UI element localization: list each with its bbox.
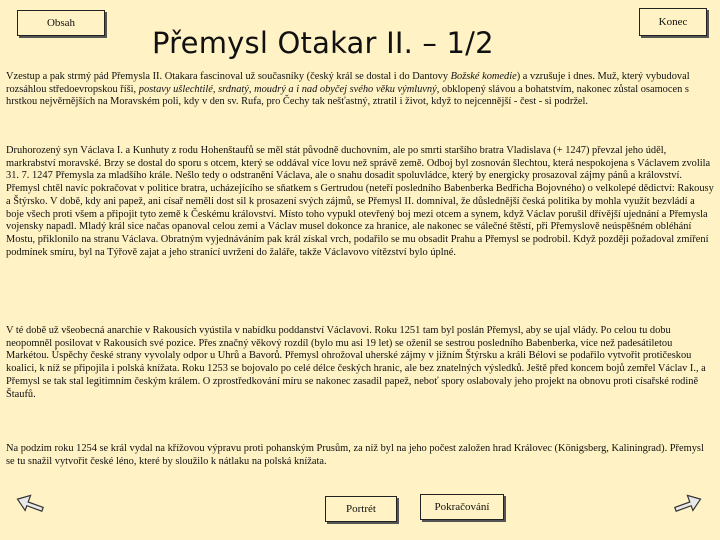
paragraph-1-text-c: obklopený slávou a bohatstvím, nakonec zůstal osamocen s hrstkou nejvěrnějších na Moravském poli, kdy v den sv. Rufa, pro Čechy tak nešťastný, ztratil i život, když to nejcennější - čest - si podržel. (6, 83, 689, 108)
back-arrow-icon[interactable] (14, 486, 48, 520)
paragraph-1-italic-2: postavy ušlechtilé, srdnatý, moudrý a i nad obyčej svého věku výmluvný, (138, 83, 440, 95)
forward-arrow-icon[interactable] (670, 486, 704, 520)
page-title: Přemysl Otakar II. – 1/2 (152, 26, 494, 60)
paragraph-4: Na podzim roku 1254 se král vydal na křížovou výpravu proti pohanským Prusům, za níž byl na jeho počest založen hrad Královec (Königsberg, Kaliningrad). Přemysl se tu snažil vytvořit české léno, které by sloužilo k nátlaku na polská knížata. (6, 443, 704, 467)
paragraph-1-text-a: Vzestup a pak strmý pád Přemysla II. Otakara fascinoval už současníky (český král se dostal i do Dantovy (6, 71, 451, 82)
portret-button[interactable]: Portrét (325, 496, 397, 522)
paragraph-1-italic-1: Božské komedie (450, 71, 517, 82)
pokracovani-button[interactable]: Pokračování (420, 494, 504, 520)
paragraph-1-text-b: ) a vzrušuje i dnes. Muž, který vybudoval rozsáhlou středoevropskou říši, (6, 71, 690, 95)
paragraph-3: V té době už všeobecná anarchie v Rakousích vyústila v nabídku poddanství Václavovi. Roku 1251 tam byl poslán Přemysl, aby se ujal vlády. Po celou tu dobu neopomněl posilovat v Rakousích své pozice. Přes značný věkový rozdíl (bylo mu asi 19 let) se oženil se sestrou posledního Babenberka, více než padesátiletou Markétou. Úspěchy české strany vyvolaly odpor u Uhrů a Bavorů. Přemysl ohrožoval uherské zájmy v jižním Štýrsku a králi Bélovi se podařilo vytvořit protičeskou koalici, k níž se připojila i polská knížata. Roku 1253 se bojovalo po celé délce českých hranic, ale bez znatelných výsledků. Ještě před koncem bojů zemřel Václav I., a Přemysl se tak stal legitimním českým králem. O zprostředkování míru se nakonec zasadil papež, neboť spory oslabovaly jeho projekt na obnovu proti císařské rodině Štaufů. (6, 325, 706, 400)
obsah-button[interactable]: Obsah (17, 10, 105, 36)
paragraph-1 (6, 71, 714, 109)
konec-button[interactable]: Konec (639, 8, 707, 36)
paragraph-2: Druhorozený syn Václava I. a Kunhuty z rodu Hohenštaufů se měl stát původně duchovním, ale po smrti staršího bratra Vladislava (+ 1247) převzal jeho úděl, markrabství moravské. Brzy se dostal do sporu s otcem, který se oddával více lovu než správě země. Odboj byl zosnován šlechtou, která nespokojena s Václavem zvolila 31. 7. 1247 Přemysla za mladšího krále. Nešlo tedy o odstranění Václava, ale o snahu dosadit spoluvládce, který by energicky prosazoval zájmy pánů a království. Přemysl chtěl navíc pokračovat v politice bratra, ucházejícího se sňatkem s Gertrudou (neteří posledního Babenberka Bedřicha Bojovného) o velkolepé dědictví: Rakousy a Štýrsko. V době, kdy ani papež, ani císař neměli dost sil k prosazení svých zájmů, se Přemysl II. domníval, že důslednější česká politika by mohla využít bezvládí a boje všech proti všem a připojit tyto země k Českému království. Místo toho vypukl otevřený boj mezi otcem a synem, když Václav porušil dřívější ujednání a Přemysla vojensky napadl. Mladý král sice načas opanoval celou zemi a Václav musel dokonce za hranice, ale nakonec se válečné štěstí, při Přemyslově neúspěšném obléhání Mostu, přiklonilo na stranu Václava. Obratným vyjednáváním pak král získal vrch, podařilo se mu obsadit Prahu a Přemysl se podrobil. Když později požadoval zmíření podmínek smíru, byl na Týřově zajat a jeho stranící uvrženi do žaláře, takže Václavovo vítězství bylo úplné. (6, 145, 714, 258)
